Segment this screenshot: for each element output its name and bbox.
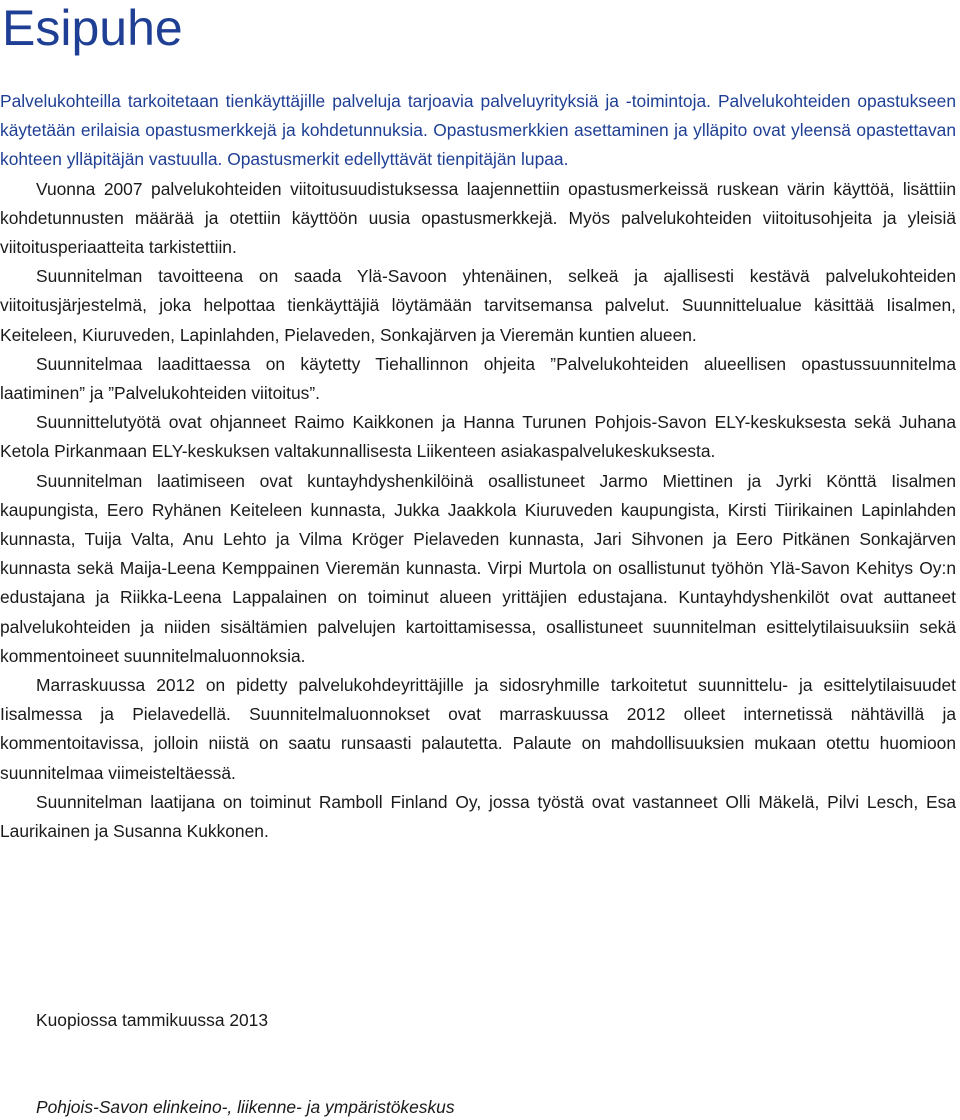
place-and-date: Kuopiossa tammikuussa 2013 [36,1010,269,1030]
page-title: Esipuhe [2,0,183,56]
paragraph-contacts: Suunnitelman laatimiseen ovat kuntayhdyshenkilöinä osallistuneet Jarmo Miettinen ja Jyrki Könttä Iisalmen kaupungista, Eero Ryhänen Keiteleen kunnasta, Jukka Jaakkola Kiuruveden kaupungista, Kirsti Tiirikainen Lapinlahden kunnasta, Tuija Valta, Anu Lehto ja Vilma Kröger Pielaveden kunnasta, Jari Sihvonen ja Eero Pitkänen Sonkajärven kunnasta sekä Maija-Leena Kemppainen Vieremän kunnasta. Virpi Murtola on osallistunut työhön Ylä-Savon Kehitys Oy:n edustajana ja Riikka-Leena Lappalainen on toiminut alueen yrittäjien edustajana. Kuntayhdyshenkilöt ovat auttaneet palvelukohteiden ja niiden sisältämien palvelujen kartoittamisessa, osallistuneet suunnitelman esittelytilaisuuksiin sekä kommentoineet suunnitelmaluonnoksia. [0,470,956,666]
body-text [0,87,956,846]
paragraph-events: Marraskuussa 2012 on pidetty palvelukohdeyrittäjille ja sidosryhmille tarkoitetut suunnittelu- ja esittelytilaisuudet Iisalmessa ja Pielavedellä. Suunnitelmaluonnokset ovat marraskuussa 2012 olleet internetissä nähtävillä ja kommentoitavissa, jolloin niistä on saatu runsaasti palautetta. Palaute on mahdollisuuksien mukaan otettu huomioon suunnitelmaa viimeisteltäessä. [0,675,956,783]
paragraph-goal: Suunnitelman tavoitteena on saada Ylä-Savoon yhtenäinen, selkeä ja ajallisesti kestävä palvelukohteiden viitoitusjärjestelmä, joka helpottaa tienkäyttäjiä löytämään tarvitsemansa palvelut. Suunnittelualue käsittää Iisalmen, Keiteleen, Kiuruveden, Lapinlahden, Pielaveden, Sonkajärven ja Vieremän kuntien alueen. [0,266,956,345]
signature-organization: Pohjois-Savon elinkeino-, liikenne- ja ympäristökeskus [36,1097,455,1117]
paragraph-2007-reform: Vuonna 2007 palvelukohteiden viitoitusuudistuksessa laajennettiin opastusmerkeissä ruskean värin käyttöä, lisättiin kohdetunnusten määrää ja otettiin käyttöön uusia opastusmerkkejä. Myös palvelukohteiden viitoitusohjeita ja yleisiä viitoitusperiaatteita tarkistettiin. [0,178,956,258]
paragraph-author: Suunnitelman laatijana on toiminut Ramboll Finland Oy, jossa työstä ovat vastanneet Olli Mäkelä, Pilvi Lesch, Esa Laurikainen ja Susanna Kukkonen. [0,791,956,842]
paragraph-guidelines: Suunnitelmaa laadittaessa on käytetty Tiehallinnon ohjeita ”Palvelukohteiden alueellisen opastussuunnitelma laatiminen” ja ”Palvelukohteiden viitoitus”. [0,353,956,404]
paragraph-steering: Suunnittelutyötä ovat ohjanneet Raimo Kaikkonen ja Hanna Turunen Pohjois-Savon ELY-keskuksesta sekä Juhana Ketola Pirkanmaan ELY-keskuksen valtakunnallisesta Liikenteen asiakaspalvelukeskuksesta. [0,412,956,462]
paragraph-intro: Palvelukohteilla tarkoitetaan tienkäyttäjille palveluja tarjoavia palveluyrityksiä ja -toimintoja. Palvelukohteiden opastukseen käytetään erilaisia opastusmerkkejä ja kohdetunnuksia. Opastusmerkkien asettaminen ja ylläpito ovat yleensä opastettavan kohteen ylläpitäjän vastuulla. Opastusmerkit edellyttävät tienpitäjän lupaa. [0,91,956,170]
